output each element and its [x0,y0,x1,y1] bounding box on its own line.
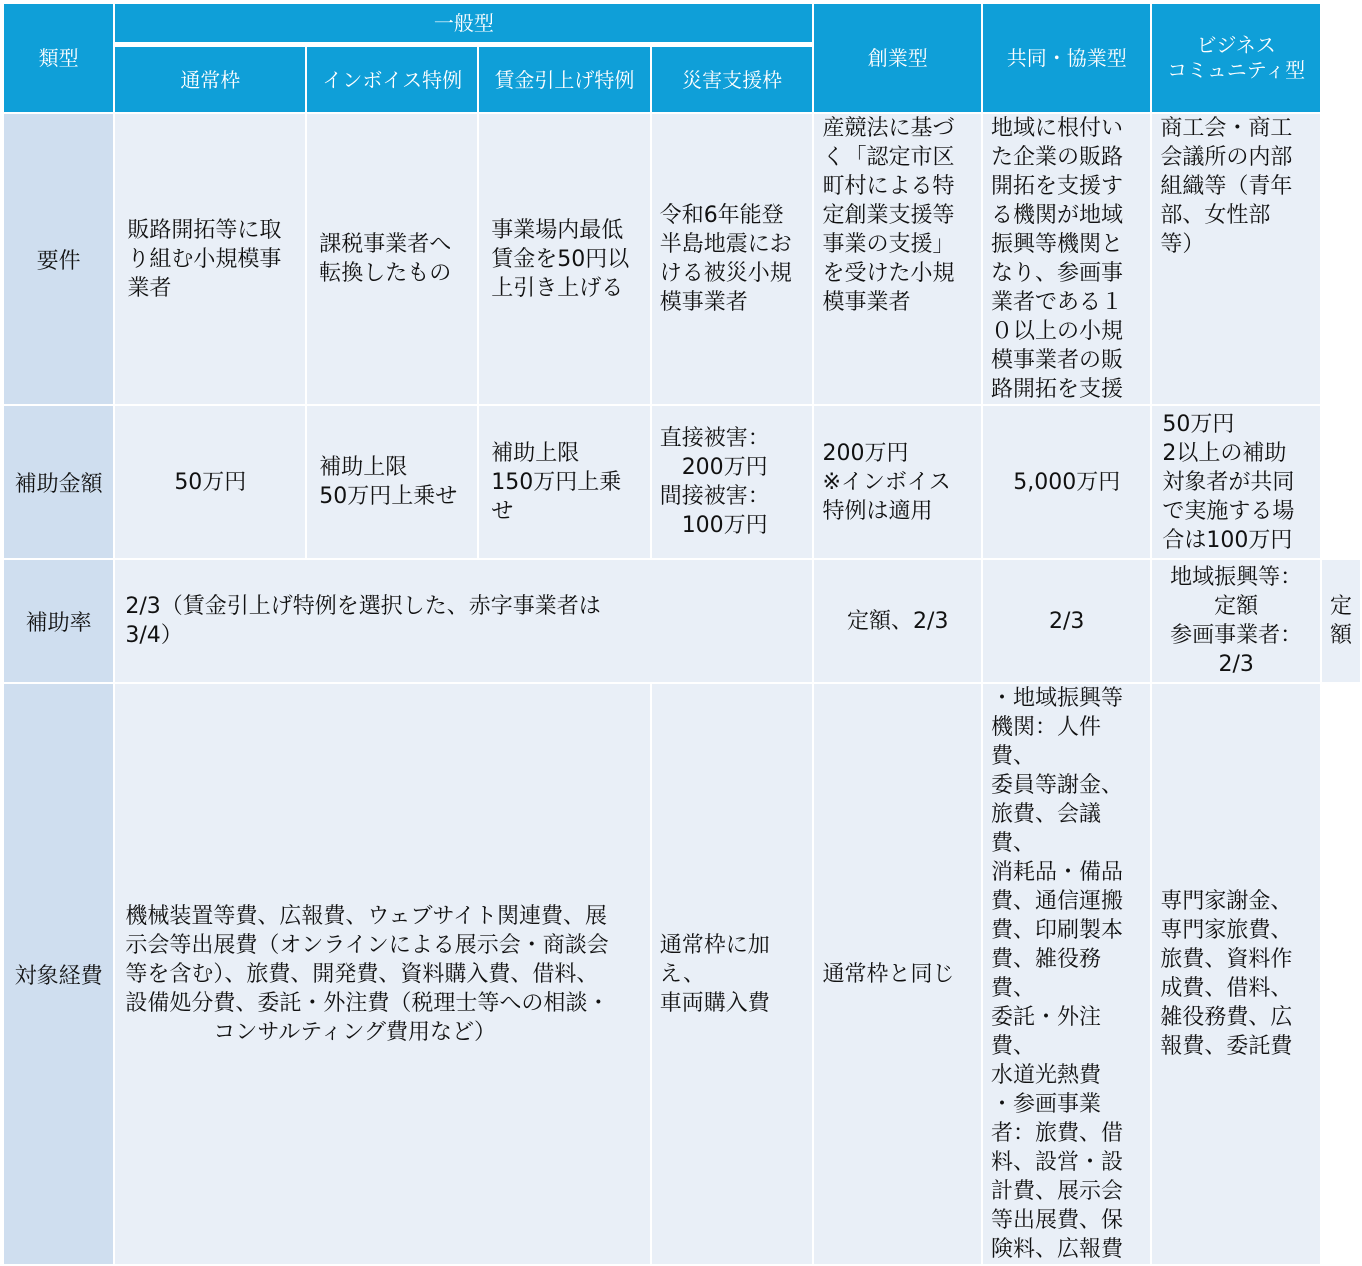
row-requirements [4,114,1360,404]
header-wage: 賃金引上げ特例 [479,47,649,112]
amount-business: 50万円 2以上の補助 対象者が共同 で実施する場 合は100万円 [1152,406,1320,558]
requirements-startup: 産競法に基づ く「認定市区 町村による特 定創業支援等 事業の支援」 を受けた小規 模事業者 [814,114,981,404]
rate-business: 定額 [1322,560,1360,682]
amount-disaster: 直接被害： 200万円 間接被害： 100万円 [652,406,813,558]
expenses-startup: 通常枠と同じ [814,684,981,1264]
row-rate [4,560,1360,682]
amount-wage: 補助上限 150万円上乗 せ [479,406,649,558]
rate-joint: 地域振興等： 定額 参画事業者： 2/3 [1152,560,1320,682]
expenses-business: 専門家謝金、 専門家旅費、 旅費、資料作 成費、借料、 雑役務費、広 報費、委託費 [1152,684,1320,1264]
header-regular: 通常枠 [115,47,305,112]
header-type: 類型 [4,4,113,112]
expenses-joint: ・地域振興等 機関：人件費、 委員等謝金、 旅費、会議費、 消耗品・備品 費、通信運搬 費、印刷製本 費、雑役務費、 委託・外注費、 水道光熱費 ・参画事業 者：旅費、借 料、設営・設 計費、展示会 等出展費、保 険料、広報費 [983,684,1150,1264]
amount-regular: 50万円 [115,406,305,558]
header-invoice: インボイス特例 [307,47,477,112]
rate-disaster: 定額、2/3 [814,560,981,682]
rate-general: 2/3（賃金引上げ特例を選択した、赤字事業者は 3/4） [115,560,812,682]
header-business-community: ビジネス コミュニティ型 [1152,4,1320,112]
amount-startup: 200万円 ※インボイス 特例は適用 [814,406,981,558]
label-amount: 補助金額 [4,406,113,558]
header-startup: 創業型 [814,4,981,112]
header-row-top [4,4,1360,45]
header-general: 一般型 [115,4,812,45]
subsidy-comparison-table [2,2,1362,1266]
header-joint: 共同・協業型 [983,4,1150,112]
requirements-invoice: 課税事業者へ 転換したもの [307,114,477,404]
requirements-regular: 販路開拓等に取 り組む小規模事 業者 [115,114,305,404]
expenses-disaster: 通常枠に加え、 車両購入費 [652,684,813,1264]
amount-joint: 5,000万円 [983,406,1150,558]
label-rate: 補助率 [4,560,113,682]
requirements-business: 商工会・商工 会議所の内部 組織等（青年 部、女性部 等） [1152,114,1320,404]
row-amount [4,406,1360,558]
label-requirements: 要件 [4,114,113,404]
subsidy-comparison-table-wrapper [2,2,1362,1266]
header-disaster: 災害支援枠 [652,47,813,112]
expenses-general: 機械装置等費、広報費、ウェブサイト関連費、展 示会等出展費（オンラインによる展示会・商談会 等を含む）、旅費、開発費、資料購入費、借料、 設備処分費、委託・外注費（税理士等への相談・ コンサルティング費用など） [115,684,649,1264]
requirements-wage: 事業場内最低 賃金を50円以 上引き上げる [479,114,649,404]
rate-startup: 2/3 [983,560,1150,682]
requirements-joint: 地域に根付い た企業の販路 開拓を支援す る機関が地域 振興等機関と なり、参画事 業者である１ ０以上の小規 模事業者の販 路開拓を支援 [983,114,1150,404]
label-expenses: 対象経費 [4,684,113,1264]
amount-invoice: 補助上限 50万円上乗せ [307,406,477,558]
requirements-disaster: 令和6年能登 半島地震にお ける被災小規 模事業者 [652,114,813,404]
row-expenses [4,684,1360,1264]
